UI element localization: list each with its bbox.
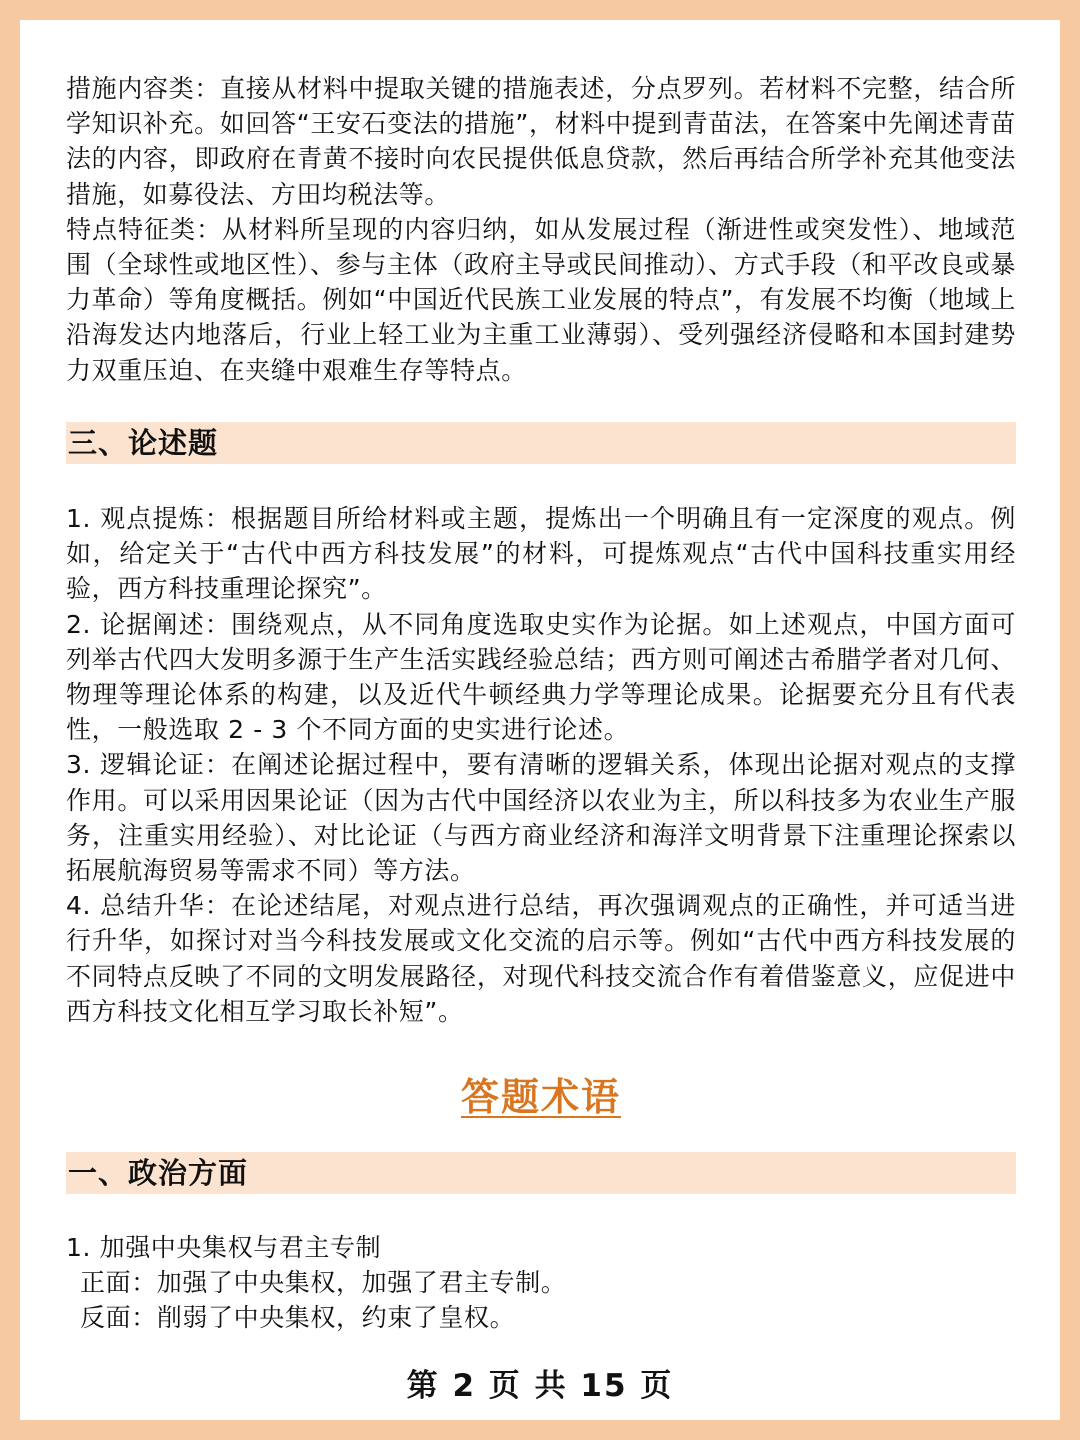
essay-item-1: 1. 观点提炼：根据题目所给材料或主题，提炼出一个明确且有一定深度的观点。例如，给定关于“古代中西方科技发展”的材料，可提炼观点“古代中国科技重实用经验，西方科技重理论探究”。 — [66, 504, 1016, 604]
section-title-politics: 一、政治方面 — [68, 1156, 249, 1190]
politics-item-1-positive: 正面：加强了中央集权，加强了君主专制。 — [80, 1268, 567, 1298]
document-page — [20, 20, 1060, 1420]
characteristics-paragraph: 特点特征类：从材料所呈现的内容归纳，如从发展过程（渐进性或突发性）、地域范围（全球性或地区性）、参与主体（政府主导或民间推动）、方式手段（和平改良或暴力革命）等角度概括。例如“中国近代民族工业发展的特点”，有发展不均衡（地域上沿海发达内地落后，行业上轻工业为主重工业薄弱）、受列强经济侵略和本国封建势力双重压迫、在夹缝中艰难生存等特点。 — [66, 214, 1016, 385]
politics-item-1-title: 1. 加强中央集权与君主专制 — [66, 1233, 382, 1262]
terms-heading — [66, 1066, 1016, 1121]
essay-items — [66, 501, 1016, 1029]
essay-item-3: 3. 逻辑论证：在阐述论据过程中，要有清晰的逻辑关系，体现出论据对观点的支撑作用。可以采用因果论证（因为古代中国经济以农业为主，所以科技多为农业生产服务，注重实用经验）、对比论证（与西方商业经济和海洋文明背景下注重理论探索以拓展航海贸易等需求不同）等方法。 — [66, 750, 1016, 886]
section-header-essay — [66, 422, 1016, 464]
essay-item-2: 2. 论据阐述：围绕观点，从不同角度选取史实作为论据。如上述观点，中国方面可列举古代四大发明多源于生产生活实践经验总结；西方则可阐述古希腊学者对几何、物理等理论体系的构建，以及近代牛顿经典力学等理论成果。论据要充分且有代表性，一般选取 2 - 3 个不同方面的史实进行论述。 — [66, 609, 1016, 745]
measures-paragraph: 措施内容类：直接从材料中提取关键的措施表述，分点罗列。若材料不完整，结合所学知识补充。如回答“王安石变法的措施”，材料中提到青苗法，在答案中先阐述青苗法的内容，即政府在青黄不接时向农民提供低息贷款，然后再结合所学补充其他变法措施，如募役法、方田均税法等。 — [66, 74, 1016, 209]
terms-title: 答题术语 — [460, 1075, 621, 1119]
politics-items — [66, 1230, 1016, 1336]
section-title-essay: 三、论述题 — [68, 426, 219, 460]
politics-item-1-negative: 反面：削弱了中央集权，约束了皇权。 — [80, 1303, 516, 1333]
page-number-footer: 第 2 页 共 15 页 — [406, 1368, 674, 1404]
essay-item-4: 4. 总结升华：在论述结尾，对观点进行总结，再次强调观点的正确性，并可适当进行升华，如探讨对当今科技发展或文化交流的启示等。例如“古代中西方科技发展的不同特点反映了不同的文明发展路径，对现代科技交流合作有着借鉴意义，应促进中西方科技文化相互学习取长补短”。 — [66, 891, 1016, 1026]
intro-block — [66, 71, 1016, 388]
section-header-politics — [66, 1152, 1016, 1194]
